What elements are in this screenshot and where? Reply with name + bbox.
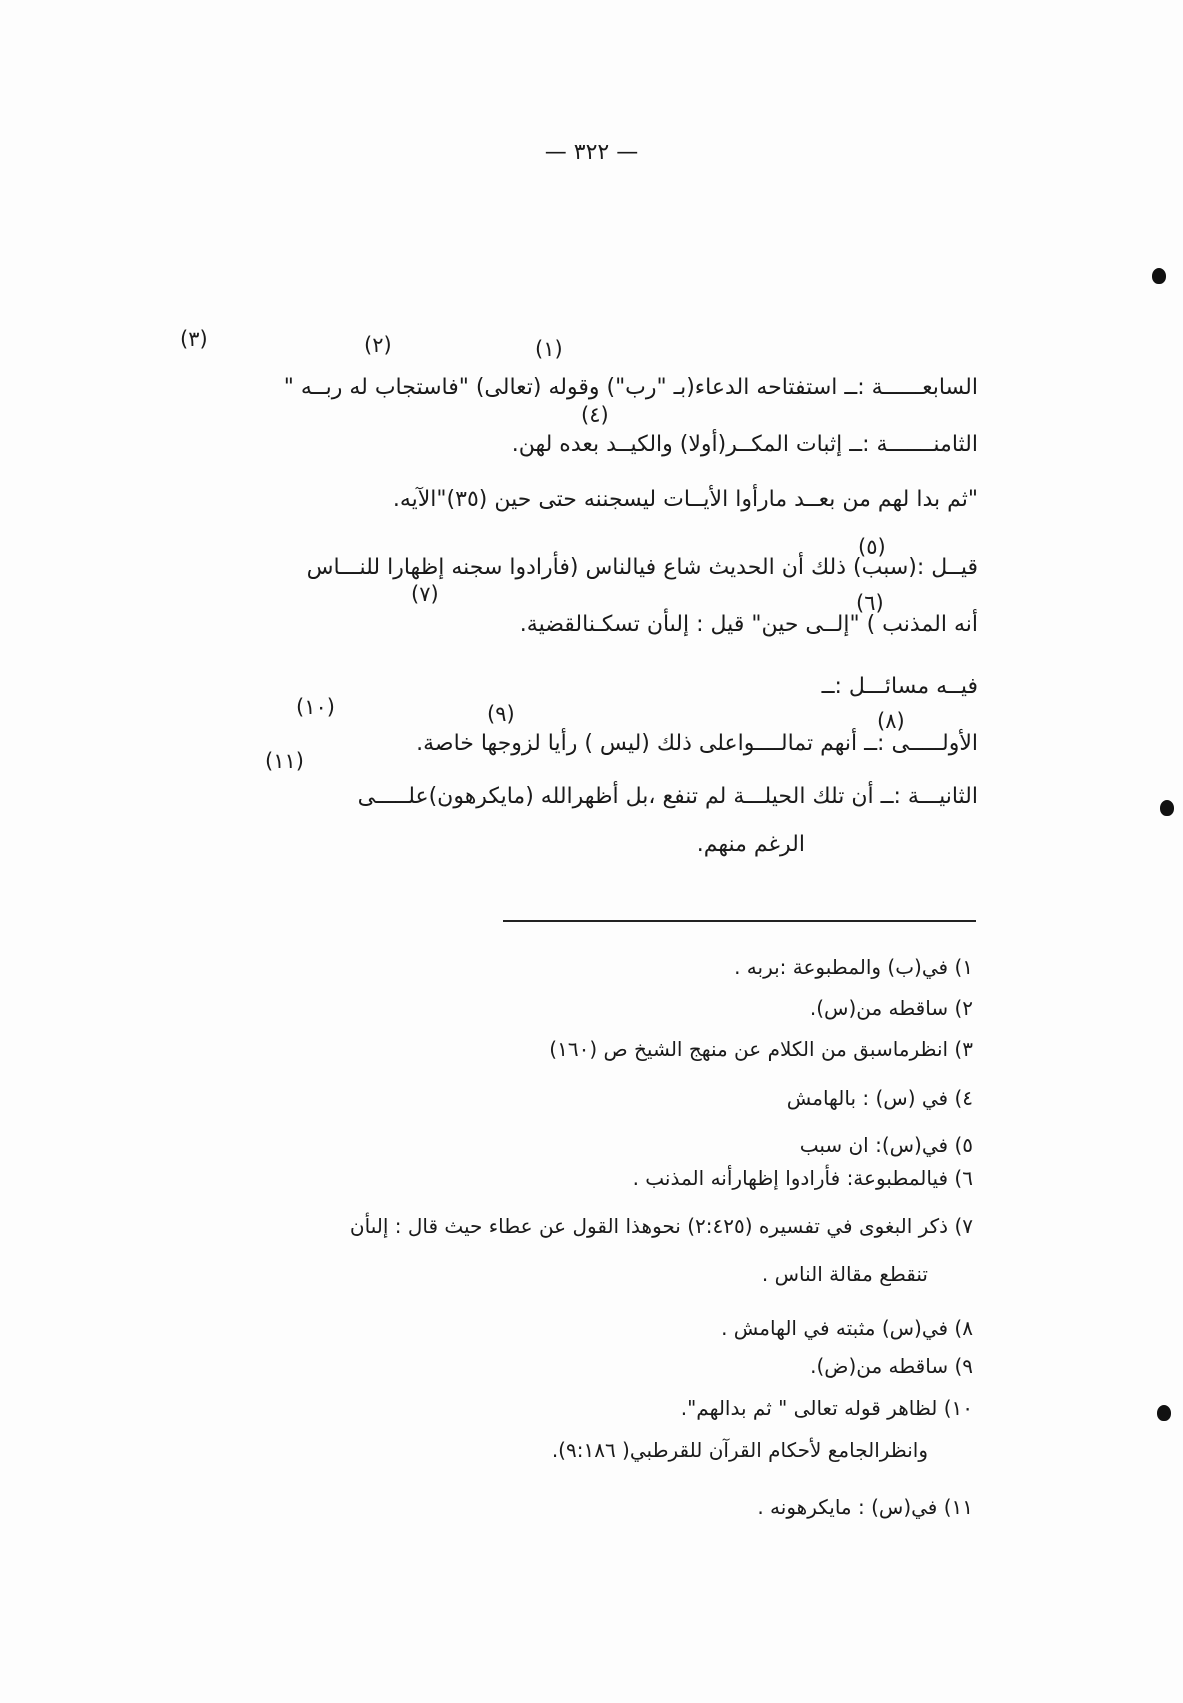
scan-hole-mark (1152, 268, 1166, 284)
footnote-marker-4: (٤) (581, 403, 609, 427)
body-line-first-issue: الأولـــــى :ــ أنهم تمالــــواعلى ذلك (ليس ) رأيا لزوجها خاصة. (416, 731, 978, 756)
footnote-10: ١٠) لظاهر قوله تعالى " ثم بدالهم". (680, 1396, 973, 1420)
footnote-marker-8: (٨) (877, 709, 905, 733)
body-line-issues: فيــه مسائـــل :ــ (821, 674, 978, 699)
footnote-1: ١) في(ب) والمطبوعة :بربه . (734, 955, 973, 979)
footnote-3: ٣) انظرماسبق من الكلام عن منهج الشيخ ص (١٦٠) (549, 1037, 973, 1061)
body-line-verse: "ثم بدا لهم من بعــد مارأوا الأيــات ليسجننه حتى حين (٣٥)"الآيه. (392, 487, 978, 512)
footnote-4: ٤) في (س) : بالهامش (786, 1086, 973, 1110)
footnote-marker-3: (٣) (180, 327, 208, 351)
footnote-8: ٨) في(س) مثبته في الهامش . (721, 1316, 973, 1340)
footnote-marker-1: (١) (535, 337, 563, 361)
footnote-marker-10: (١٠) (296, 695, 335, 719)
body-line-second-issue: الثانيـــة :ــ أن تلك الحيلـــة لم تنفع ،بل أظهرالله (مايكرهون)علـــــى (357, 784, 978, 809)
body-line-seventh: السابعــــــة :ــ استفتاحه الدعاء(بـ "رب") وقوله (تعالى) "فاستجاب له ربــه " (283, 375, 978, 400)
footnote-marker-9: (٩) (487, 702, 515, 726)
footnote-marker-7: (٧) (411, 582, 439, 606)
footnote-6: ٦) فيالمطبوعة: فأرادوا إظهارأنه المذنب . (632, 1166, 973, 1190)
scan-hole-mark (1157, 1405, 1171, 1421)
footnote-7: ٧) ذكر البغوى في تفسيره (٢:٤٢٥) نحوهذا القول عن عطاء حيث قال : إلىأن (349, 1214, 973, 1238)
footnote-5: ٥) في(س): ان سبب (799, 1133, 973, 1157)
body-line-continuation: الرغم منهم. (696, 832, 805, 857)
scan-hole-mark (1160, 800, 1174, 816)
footnote-marker-6: (٦) (856, 591, 884, 615)
page-number: — ٣٢٢ — (544, 140, 639, 165)
body-line-culprit: أنه المذنب ) "إلــى حين" قيل : إلىأن تسكـنالقضية. (519, 612, 978, 637)
body-line-said: قيــل :(سبب) ذلك أن الحديث شاع فيالناس (فأرادوا سجنه إظهارا للنـــاس (306, 555, 978, 580)
footnote-marker-11: (١١) (265, 749, 304, 773)
footnote-marker-2: (٢) (364, 333, 392, 357)
body-line-eighth: الثامنـــــــة :ــ إثبات المكــر(أولا) والكيــد بعده لهن. (511, 432, 978, 457)
footnote-10-continuation: وانظرالجامع لأحكام القرآن للقرطبي( ٩:١٨٦). (551, 1438, 928, 1462)
footnote-divider (503, 920, 976, 922)
footnote-11: ١١) في(س) : مايكرهونه . (757, 1495, 973, 1519)
footnote-2: ٢) ساقطه من(س). (809, 996, 973, 1020)
footnote-9: ٩) ساقطه من(ض). (810, 1354, 973, 1378)
footnote-7-continuation: تنقطع مقالة الناس . (761, 1262, 928, 1286)
footnote-marker-5: (٥) (858, 535, 886, 559)
